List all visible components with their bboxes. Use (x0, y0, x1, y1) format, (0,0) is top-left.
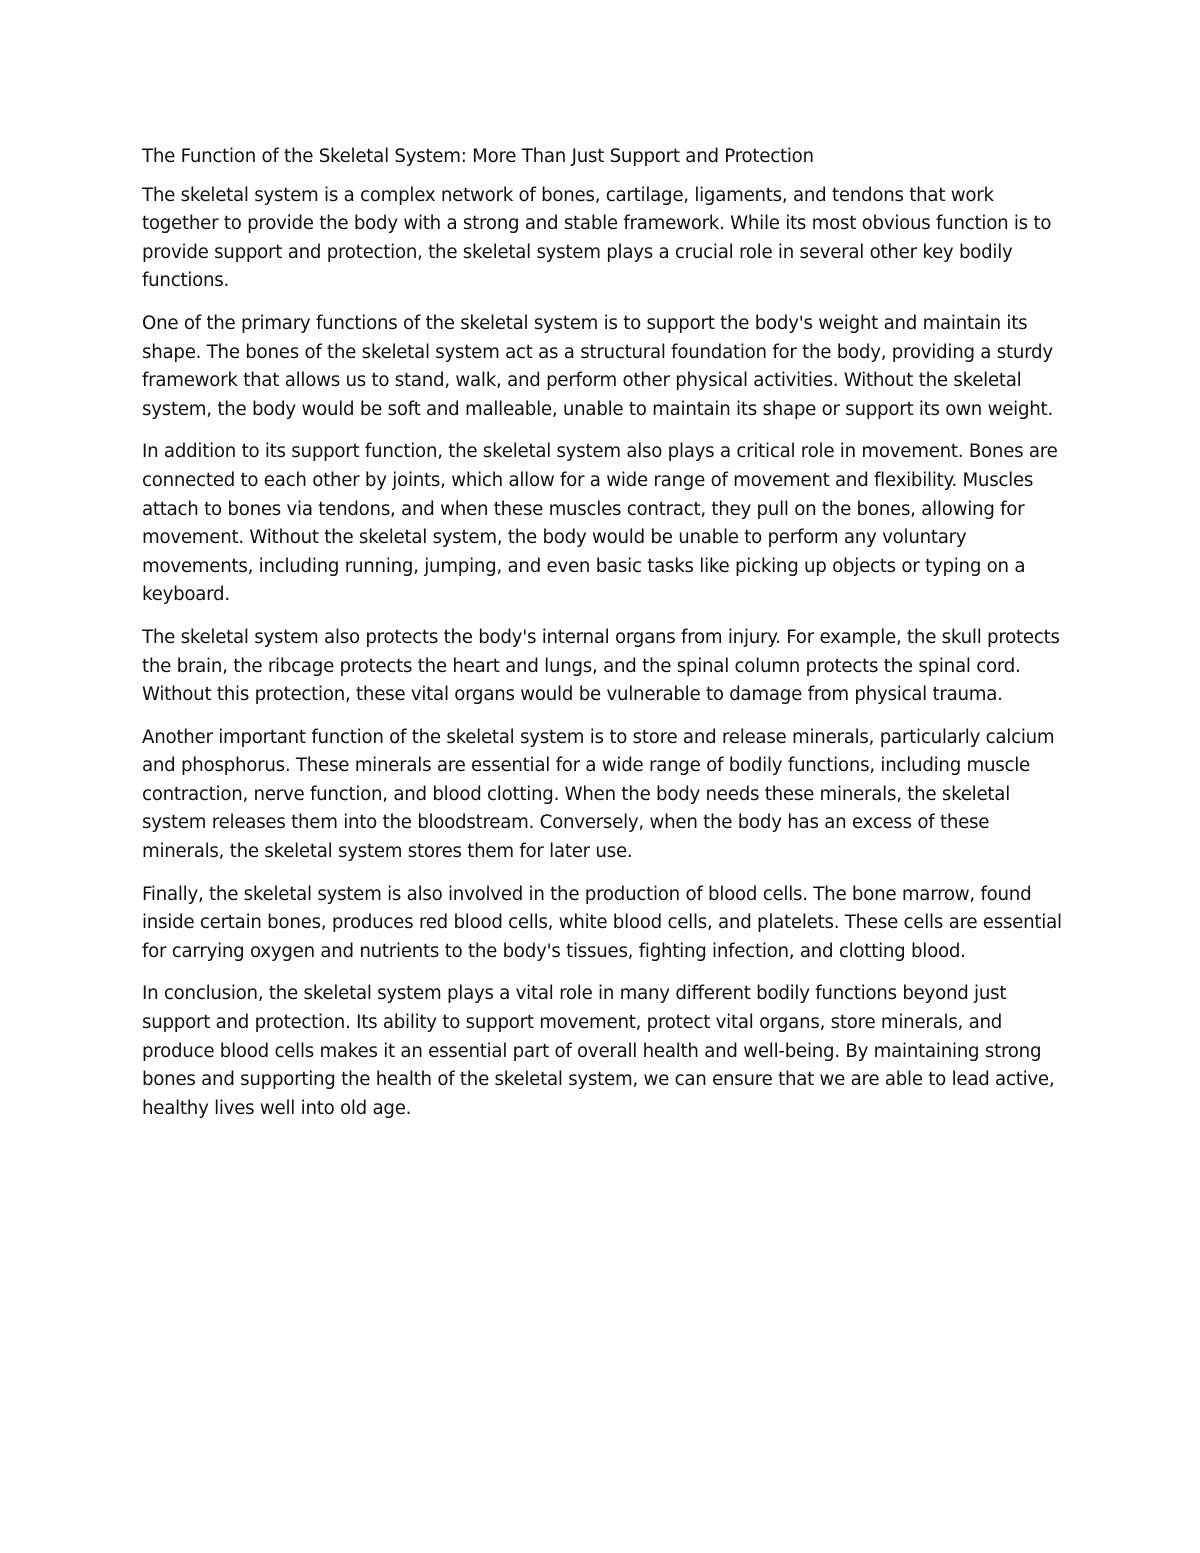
paragraph-minerals: Another important function of the skeletal system is to store and release minerals, particularly calcium and phosphorus. These minerals are essential for a wide range of bodily functions, including muscle contraction, nerve function, and blood clotting. When the body needs these minerals, the skeletal system releases them into the bloodstream. Conversely, when the body has an excess of these minerals, the skeletal system stores them for later use. (142, 726, 1055, 863)
paragraph-movement: In addition to its support function, the skeletal system also plays a critical role in movement. Bones are connected to each other by joints, which allow for a wide range of movement and flexibility. Muscles attach to bones via tendons, and when these muscles contract, they pull on the bones, allowing for movement. Without the skeletal system, the body would be unable to perform any voluntary movements, including running, jumping, and even basic tasks like picking up objects or typing on a keyboard. (142, 441, 1058, 606)
document-body (142, 143, 1062, 1137)
document-title: The Function of the Skeletal System: More Than Just Support and Protection (142, 146, 814, 167)
paragraph-support: One of the primary functions of the skeletal system is to support the body's weight and maintain its shape. The bones of the skeletal system act as a structural foundation for the body, providing a sturdy framework that allows us to stand, walk, and perform other physical activities. Without the skeletal system, the body would be soft and malleable, unable to maintain its shape or support its own weight. (142, 312, 1053, 420)
paragraph-intro: The skeletal system is a complex network of bones, cartilage, ligaments, and tendons that work together to provide the body with a strong and stable framework. While its most obvious function is to provide support and protection, the skeletal system plays a crucial role in several other key bodily functions. (142, 184, 1052, 292)
paragraph-protection: The skeletal system also protects the body's internal organs from injury. For example, the skull protects the brain, the ribcage protects the heart and lungs, and the spinal column protects the spinal cord. Without this protection, these vital organs would be vulnerable to damage from physical trauma. (142, 626, 1060, 706)
paragraph-conclusion: In conclusion, the skeletal system plays a vital role in many different bodily functions beyond just support and protection. Its ability to support movement, protect vital organs, store minerals, and produce blood cells makes it an essential part of overall health and well-being. By maintaining strong bones and supporting the health of the skeletal system, we can ensure that we are able to lead active, healthy lives well into old age. (142, 983, 1055, 1119)
paragraph-blood-cells: Finally, the skeletal system is also involved in the production of blood cells. The bone marrow, found inside certain bones, produces red blood cells, white blood cells, and platelets. These cells are essential for carrying oxygen and nutrients to the body's tissues, fighting infection, and clotting blood. (142, 883, 1062, 962)
